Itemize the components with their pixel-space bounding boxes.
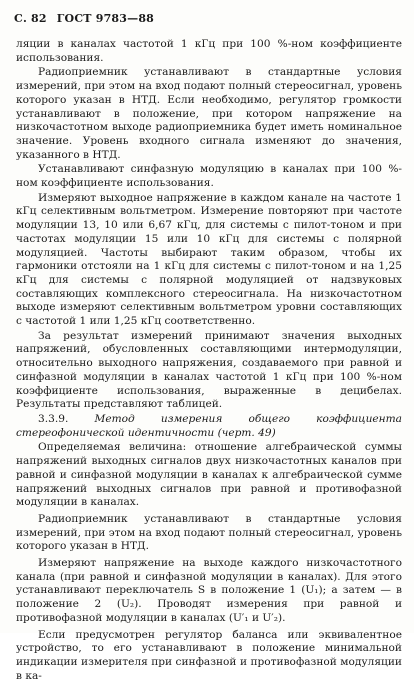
- section-heading: [16, 413, 402, 440]
- paragraph: За результат измерений принимают значения выходных напряжений, обусловленных составляющими интермодуляции, относительно выходного напряжения, создаваемого при равной и синфазной модуляции в каналах частотой 1 кГц при 100 %-ном коэффициенте использования, выраженные в децибелах. Результаты представляют таблицей.: [16, 329, 402, 411]
- section-title: Метод измерения общего коэффициента стереофонической идентичности (черт. 49): [16, 412, 402, 439]
- paragraph: Измеряют напряжение на выходе каждого низкочастотного канала (при равной и синфазной модуляции в каналах). Для этого устанавливают переключатель S в положение 1 (U₁); а затем — в положение 2 (U₂). Проводят измерения при равной и противофазной модуляции в каналах (U′₁ и U′₂).: [16, 557, 402, 624]
- paragraph: Если предусмотрен регулятор баланса или эквивалентное устройство, то его устанавливают в положение минимальной индикации измерителя при синфазной и противофазной модуляции в ка-: [16, 628, 402, 682]
- paragraph: Радиоприемник устанавливают в стандартные условия измерений, при этом на вход подают полный стереосигнал, уровень которого указан в НТД.: [16, 512, 402, 553]
- paragraph: Определяемая величина: отношение алгебраической суммы напряжений выходных сигналов двух низкочастотных каналов при равной и синфазной модуляции в каналах к алгебраической сумме напряжений выходных сигналов при равной и противофазной модуляции в каналах.: [16, 441, 402, 509]
- page-body: [16, 38, 402, 684]
- section-number: 3.3.9.: [38, 412, 69, 425]
- page-number: С. 82: [14, 12, 47, 25]
- paragraph: Радиоприемник устанавливают в стандартные условия измерений, при этом на вход подают полный стереосигнал, уровень которого указан в НТД. Если необходимо, регулятор громкости устанавливают в положение, при котором напряжение на низкочастотном выходе радиоприемника будет иметь номинальное значение. Уровень входного сигнала изменяют до значения, указанного в НТД.: [16, 66, 402, 161]
- paragraph: Измеряют выходное напряжение в каждом канале на частоте 1 кГц селективным вольтметром. Измерение повторяют при частоте модуляции 13, 10 или 6,67 кГц, для системы с пилот-тоном и при частотах модуляции 15 или 10 кГц для системы с полярной модуляцией. Частоты выбирают таким образом, чтобы их гармоники отстояли на 1 кГц для системы с пилот-тоном и на 1,25 кГц для системы с полярной модуляцией от надзвуковых составляющих комплексного стереосигнала. На низкочастотном выходе измеряют селективным вольтметром уровни составляющих с частотой 1 или 1,25 кГц соответственно.: [16, 191, 402, 328]
- page-header: [14, 12, 160, 25]
- standard-title: ГОСТ 9783—88: [56, 12, 155, 25]
- paragraph: ляции в каналах частотой 1 кГц при 100 %-ном коэффициенте использования.: [16, 38, 402, 64]
- paragraph: Устанавливают синфазную модуляцию в каналах при 100 %-ном коэффициенте использования.: [16, 163, 402, 190]
